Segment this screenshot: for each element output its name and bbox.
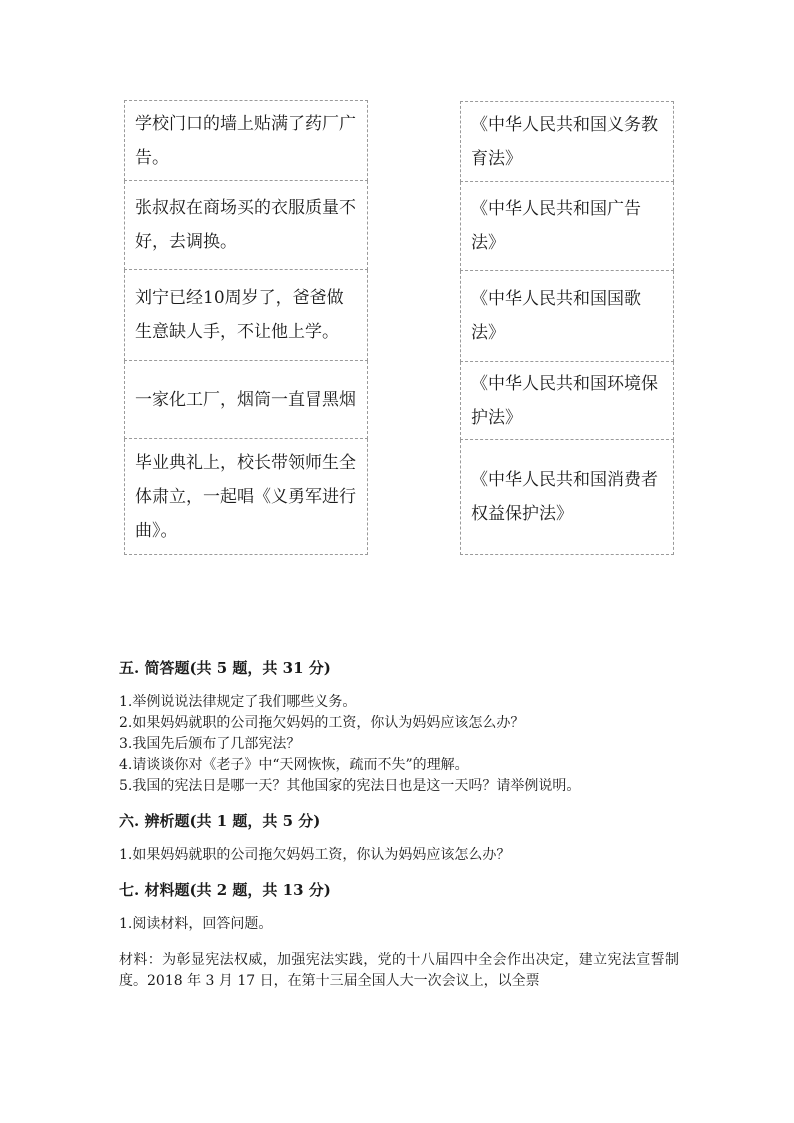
matching-left-row <box>125 439 368 555</box>
matching-left-cell: 刘宁已经10周岁了，爸爸做生意缺人手，不让他上学。 <box>125 270 368 361</box>
short-answer-questions <box>119 692 679 797</box>
matching-left-row <box>125 361 368 439</box>
matching-right-cell: 《中华人民共和国广告法》 <box>461 182 674 271</box>
matching-right-row <box>461 362 674 440</box>
matching-left-cell: 一家化工厂，烟筒一直冒黑烟 <box>125 361 368 439</box>
question-item: 3.我国先后颁布了几部宪法？ <box>119 736 301 752</box>
question-item: 4.请谈谈你对《老子》中“天网恢恢，疏而不失”的理解。 <box>119 757 469 773</box>
matching-left-row <box>125 270 368 361</box>
matching-left-cell: 毕业典礼上，校长带领师生全体肃立，一起唱《义勇军进行曲》。 <box>125 439 368 555</box>
matching-left-column <box>124 100 368 555</box>
question-item: 1.如果妈妈就职的公司拖欠妈妈工资，你认为妈妈应该怎么办？ <box>119 847 511 863</box>
section-title-analysis: 六. 辨析题(共 1 题，共 5 分) <box>119 812 321 830</box>
matching-right-column <box>460 101 674 555</box>
question-item: 1.阅读材料，回答问题。 <box>119 916 273 932</box>
matching-left-row <box>125 181 368 270</box>
matching-right-row <box>461 271 674 362</box>
material-paragraph: 材料：为彰显宪法权威，加强宪法实践，党的十八届四中全会作出决定，建立宪法宣誓制度。2018 年 3 月 17 日，在第十三届全国人大一次会议上，以全票 <box>119 952 679 989</box>
matching-right-row <box>461 182 674 271</box>
question-item: 1.举例说说法律规定了我们哪些义务。 <box>119 694 357 710</box>
question-item: 2.如果妈妈就职的公司拖欠妈妈的工资，你认为妈妈应该怎么办？ <box>119 715 525 731</box>
matching-left-row <box>125 101 368 181</box>
section-title-material: 七. 材料题(共 2 题，共 13 分) <box>119 881 331 899</box>
questions-content <box>119 656 679 1006</box>
matching-right-cell: 《中华人民共和国义务教育法》 <box>461 102 674 182</box>
matching-right-cell: 《中华人民共和国国歌法》 <box>461 271 674 362</box>
matching-left-cell: 张叔叔在商场买的衣服质量不好，去调换。 <box>125 181 368 270</box>
matching-right-cell: 《中华人民共和国消费者权益保护法》 <box>461 440 674 555</box>
matching-right-row <box>461 102 674 182</box>
matching-right-cell: 《中华人民共和国环境保护法》 <box>461 362 674 440</box>
section-title-short-answer: 五. 简答题(共 5 题，共 31 分) <box>119 659 331 677</box>
question-item: 5.我国的宪法日是哪一天？其他国家的宪法日也是这一天吗？请举例说明。 <box>119 778 581 794</box>
matching-right-row <box>461 440 674 555</box>
matching-left-cell: 学校门口的墙上贴满了药厂广告。 <box>125 101 368 181</box>
